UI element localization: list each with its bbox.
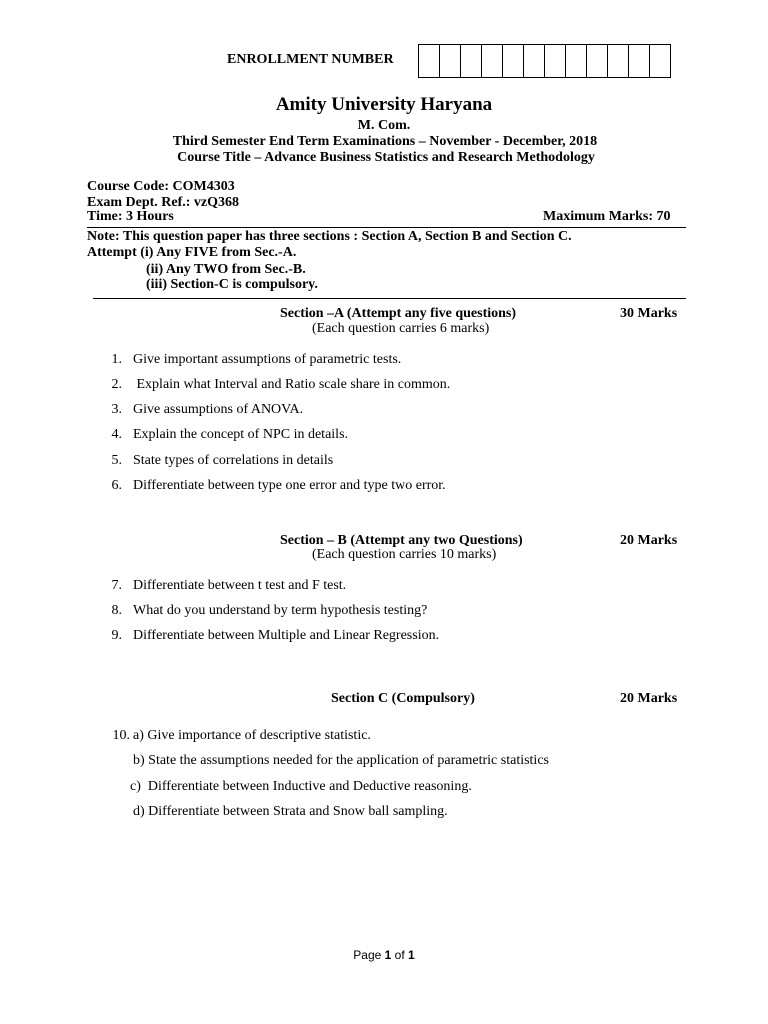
exam-dept-ref: Exam Dept. Ref.: vzQ368 xyxy=(87,195,240,210)
question-text: Explain the concept of NPC in details. xyxy=(133,427,349,442)
section-a-title: Section –A (Attempt any five questions) xyxy=(280,306,517,321)
of-word: of xyxy=(394,948,405,962)
instructions-attempt-iii: (iii) Section-C is compulsory. xyxy=(146,277,318,292)
enrollment-digit-box[interactable] xyxy=(439,45,460,77)
question-text: What do you understand by term hypothesis testing? xyxy=(133,603,428,618)
page-word: Page xyxy=(353,948,382,962)
question-number: 3. xyxy=(111,402,122,417)
course-title: Course Title – Advance Business Statistics and Research Methodology xyxy=(177,150,595,165)
maximum-marks: Maximum Marks: 70 xyxy=(543,209,671,224)
question-number: 4. xyxy=(111,427,122,442)
question-text: Explain what Interval and Ratio scale share in common. xyxy=(133,377,451,392)
question-text: Differentiate between Multiple and Linear Regression. xyxy=(133,628,440,643)
question-text: Give important assumptions of parametric tests. xyxy=(133,352,402,367)
enrollment-digit-box[interactable] xyxy=(481,45,502,77)
enrollment-number-boxes[interactable] xyxy=(418,44,671,78)
question-number: 5. xyxy=(111,453,122,468)
question-text: Differentiate between type one error and type two error. xyxy=(133,478,446,493)
question-number: 2. xyxy=(111,377,122,392)
section-b-subtitle: (Each question carries 10 marks) xyxy=(312,547,497,562)
course-code: Course Code: COM4303 xyxy=(87,179,235,194)
exam-time: Time: 3 Hours xyxy=(87,209,174,224)
question-number: 9. xyxy=(111,628,122,643)
question-number: 8. xyxy=(111,603,122,618)
question-number: 7. xyxy=(111,578,122,593)
question-number: 1. xyxy=(111,352,122,367)
page-footer xyxy=(0,948,768,962)
enrollment-digit-box[interactable] xyxy=(419,45,439,77)
university-name: Amity University Haryana xyxy=(275,94,493,115)
instructions-note: Note: This question paper has three sections : Section A, Section B and Section C. xyxy=(87,229,572,244)
section-a-subtitle: (Each question carries 6 marks) xyxy=(312,321,490,336)
page-current: 1 xyxy=(384,948,392,962)
divider-top xyxy=(87,227,686,228)
exam-semester: Third Semester End Term Examinations – November - December, 2018 xyxy=(172,134,598,149)
section-c-title: Section C (Compulsory) xyxy=(331,691,475,706)
enrollment-label: ENROLLMENT NUMBER xyxy=(227,52,394,67)
question-text: Give assumptions of ANOVA. xyxy=(133,402,304,417)
question-text: c) Differentiate between Inductive and Deductive reasoning. xyxy=(130,779,472,794)
page-total: 1 xyxy=(408,948,415,962)
instructions-attempt-ii: (ii) Any TWO from Sec.-B. xyxy=(146,262,306,277)
enrollment-digit-box[interactable] xyxy=(565,45,586,77)
question-text: State types of correlations in details xyxy=(133,453,334,468)
section-a-marks: 30 Marks xyxy=(620,306,678,321)
question-text: a) Give importance of descriptive statistic. xyxy=(133,728,371,743)
enrollment-digit-box[interactable] xyxy=(607,45,628,77)
section-b-title: Section – B (Attempt any two Questions) xyxy=(280,533,523,548)
enrollment-digit-box[interactable] xyxy=(523,45,544,77)
question-number: 10. xyxy=(112,728,130,743)
question-text: Differentiate between t test and F test. xyxy=(133,578,347,593)
enrollment-digit-box[interactable] xyxy=(649,45,670,77)
program-name: M. Com. xyxy=(357,118,411,133)
enrollment-digit-box[interactable] xyxy=(544,45,565,77)
enrollment-digit-box[interactable] xyxy=(586,45,607,77)
instructions-attempt: Attempt (i) Any FIVE from Sec.-A. xyxy=(87,245,297,260)
divider-instructions xyxy=(93,298,686,299)
enrollment-digit-box[interactable] xyxy=(628,45,649,77)
enrollment-digit-box[interactable] xyxy=(502,45,523,77)
section-c-marks: 20 Marks xyxy=(620,691,678,706)
section-b-marks: 20 Marks xyxy=(620,533,678,548)
question-text: b) State the assumptions needed for the application of parametric statistics xyxy=(133,753,549,768)
question-text: d) Differentiate between Strata and Snow ball sampling. xyxy=(133,804,448,819)
question-number: 6. xyxy=(111,478,122,493)
enrollment-digit-box[interactable] xyxy=(460,45,481,77)
